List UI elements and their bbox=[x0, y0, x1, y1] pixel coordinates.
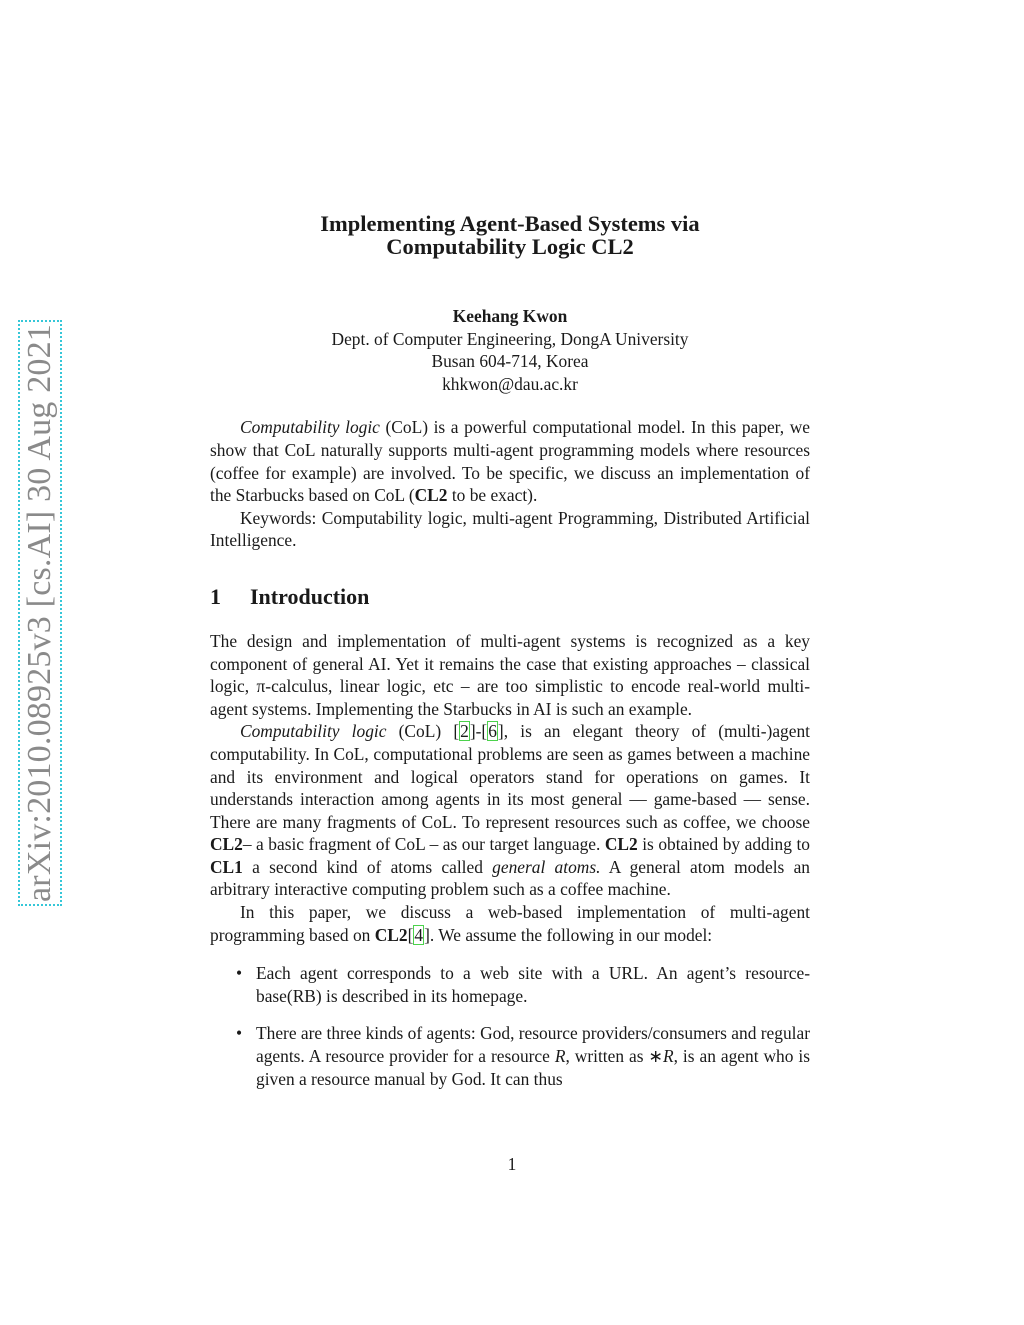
intro-emphasis: general atoms. bbox=[492, 856, 601, 877]
intro-text: (CoL) bbox=[386, 721, 454, 742]
intro-bold: CL2 bbox=[374, 924, 408, 945]
intro-text: - bbox=[475, 721, 482, 742]
title-line-2: Computability Logic CL2 bbox=[386, 234, 634, 259]
abstract-text-a: (CoL) is a powerful computational model. In this paper, we show that CoL naturally supports multi-agent programming models where resources (coffee for example) are involved. To be specific, we discuss an implementation of the Starbucks based on CoL ( bbox=[210, 417, 810, 506]
introduction-body bbox=[210, 630, 810, 1090]
author-affiliation: Dept. of Computer Engineering, DongA University bbox=[331, 328, 689, 349]
intro-text: A general atom models an arbitrary interactive computing problem such as a coffee machine. bbox=[210, 856, 810, 900]
intro-text: – a basic fragment of CoL – as our target language. bbox=[242, 834, 605, 855]
author-email: khkwon@dau.ac.kr bbox=[442, 373, 578, 394]
abstract-emphasis: Computability logic bbox=[240, 417, 380, 438]
author-name: Keehang Kwon bbox=[452, 306, 568, 326]
citation-link[interactable]: 6 bbox=[488, 721, 497, 742]
page-number: 1 bbox=[507, 1154, 517, 1174]
assumption-list bbox=[210, 962, 810, 1090]
intro-text: a second kind of atoms called bbox=[242, 856, 493, 877]
abstract-bold: CL2 bbox=[414, 485, 448, 506]
list-item-text: Each agent corresponds to a web site with a URL. An agent’s resource-base(RB) is described in its homepage. bbox=[256, 963, 810, 1006]
bullet-icon: • bbox=[236, 1023, 243, 1044]
keywords: Keywords: Computability logic, multi-agent Programming, Distributed Artificial Intelligence. bbox=[210, 507, 810, 551]
author-block bbox=[210, 305, 810, 395]
author-address: Busan 604-714, Korea bbox=[431, 351, 589, 372]
list-item bbox=[210, 962, 810, 1007]
intro-emphasis: Computability logic bbox=[240, 721, 387, 742]
intro-text: In this paper, we discuss a web-based implementation of multi-agent programming based on bbox=[210, 902, 810, 945]
abstract bbox=[210, 416, 810, 552]
intro-bold: CL2 bbox=[604, 834, 638, 855]
bullet-icon: • bbox=[236, 963, 243, 984]
abstract-paragraph bbox=[210, 416, 810, 506]
list-text: , written as ∗ bbox=[565, 1046, 663, 1067]
paper-title bbox=[210, 212, 810, 258]
section-title: Introduction bbox=[250, 583, 370, 609]
intro-text: , is an elegant theory of (multi-)agent computability. In CoL, computational problems are seen as games between a machine and its environment and logical operators stand for operations on games. It understands interaction among agents in its most general — game-based — sense. There are many fragments of CoL. To represent resources such as coffee, we choose bbox=[210, 721, 810, 832]
title-line-1: Implementing Agent-Based Systems via bbox=[320, 211, 700, 236]
list-item bbox=[210, 1022, 810, 1090]
list-emphasis: R bbox=[663, 1046, 674, 1067]
list-item-text bbox=[256, 1023, 810, 1088]
citation-link[interactable]: 2 bbox=[460, 721, 469, 742]
intro-text: is obtained by adding to bbox=[637, 834, 810, 855]
abstract-text-b: to be exact). bbox=[447, 485, 538, 506]
citation-link[interactable]: 4 bbox=[414, 924, 424, 945]
intro-text: . We assume the following in our model: bbox=[429, 924, 713, 945]
section-heading bbox=[210, 584, 810, 610]
paper-page bbox=[210, 212, 810, 1105]
intro-paragraph-2: Computability logic (CoL) [2]-[6], is an elegant theory of (multi-)agent computability. In CoL, computational problems are seen as games between a machine and its environment and logical operators stand for operations on games. It understands interaction among agents in its most general — game-based — sense. There are many fragments of CoL. To represent resources such as coffee, we choose CL2– a basic fragment of CoL – as our target language. CL2 is obtained by adding to CL1 a second kind of atoms called general atoms. A general atom models an arbitrary interactive computing problem such as a coffee machine. bbox=[210, 721, 810, 900]
arxiv-identifier: arXiv:2010.08925v3 [cs.AI] 30 Aug 2021 bbox=[21, 324, 58, 902]
intro-bold: CL2 bbox=[210, 834, 243, 855]
intro-paragraph-1: The design and implementation of multi-agent systems is recognized as a key component of general AI. Yet it remains the case that existing approaches – classical logic, π-calculus, linear logic, etc – are too simplistic to encode real-world multi-agent systems. Implementing the Starbucks in AI is such an example. bbox=[210, 630, 810, 719]
intro-paragraph-3: In this paper, we discuss a web-based implementation of multi-agent programming based on CL2[4]. We assume the following in our model: bbox=[210, 902, 810, 945]
list-text: There are three kinds of agents: God, resource providers/consumers and regular agents. A resource provider for a resource bbox=[256, 1023, 810, 1067]
list-emphasis: R bbox=[554, 1046, 566, 1067]
list-text: , is an agent who is given a resource manual by God. It can thus bbox=[256, 1046, 810, 1089]
arxiv-stamp bbox=[18, 320, 62, 906]
section-number: 1 bbox=[210, 583, 221, 609]
intro-bold: CL1 bbox=[210, 856, 243, 877]
